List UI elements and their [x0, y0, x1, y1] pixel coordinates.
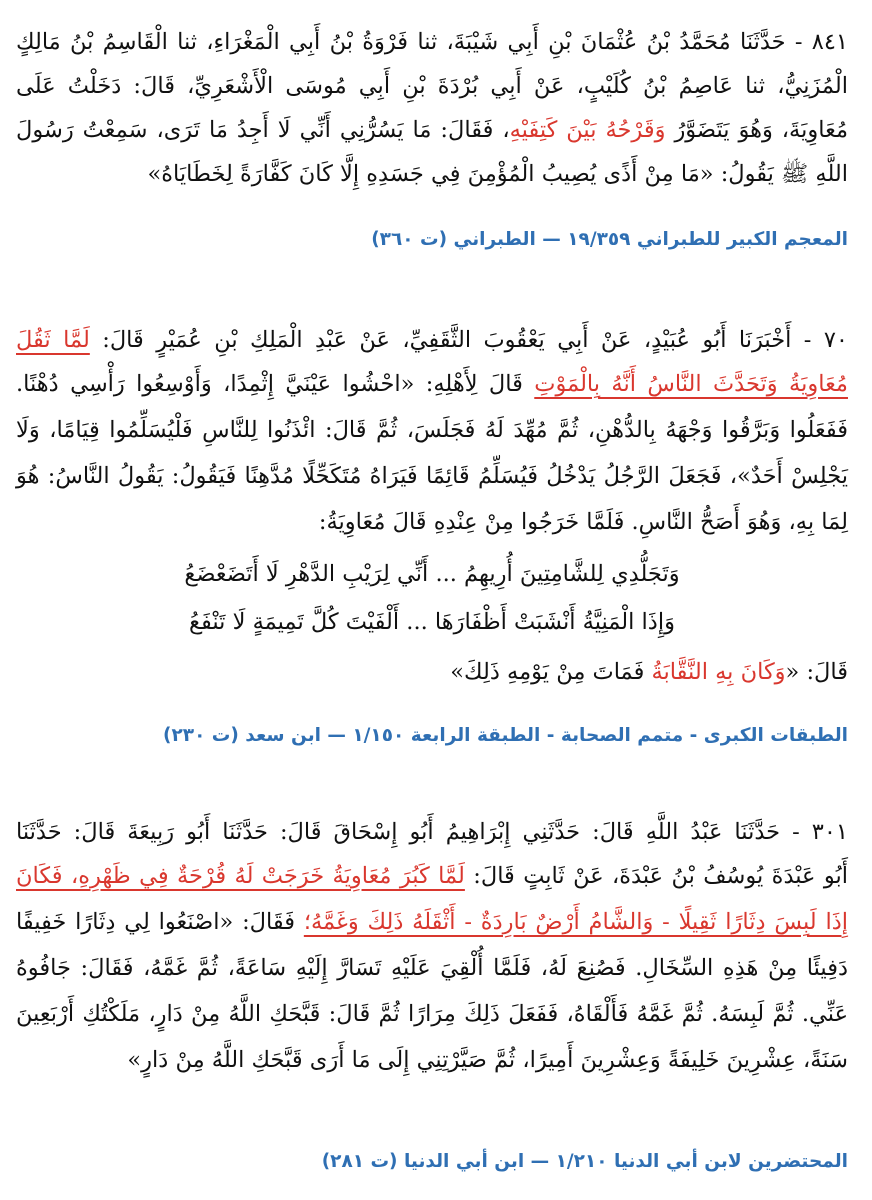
- text-line: [16, 22, 848, 62]
- text-run: قَالَ لِأَهْلِهِ: «احْشُوا عَيْنَيَّ إِثْمِدًا، وَأَوْسِعُوا رَأْسِي دُهْنًا.: [16, 371, 535, 397]
- text-run: فَمَاتَ مِنْ يَوْمِهِ ذَلِكَ»: [450, 659, 652, 685]
- highlighted-text: وَقَرْحُهُ بَيْنَ كَتِفَيْهِ: [509, 117, 666, 143]
- text-run: مُعَاوِيَةَ، وَهُوَ يَتَضَوَّرُ: [665, 117, 849, 143]
- text-line: [16, 154, 848, 194]
- source-citation: المعجم الكبير للطبراني ١٩/٣٥٩ — الطبراني (ت ٣٦٠): [371, 229, 848, 250]
- text-run: فَقَالَ: «اصْنَعُوا لِي دِثَارًا خَفِيفًا: [16, 909, 304, 935]
- highlighted-text: وَكَانَ بِهِ النَّقَّابَةُ: [651, 659, 786, 685]
- text-line: [16, 902, 848, 942]
- text-run: يَجْلِسْ أَحَدٌ»، فَجَعَلَ الرَّجُلُ يَدْخُلُ فَيُسَلِّمُ قَائِمًا فَيَرَاهُ مُتَكَحِّلًا مُدَّهِنًا فَيَقُولُ: يَقُولُ النَّاسُ: هُوَ: [16, 463, 848, 489]
- highlighted-text: مُعَاوِيَةُ وَتَحَدَّثَ النَّاسُ أَنَّهُ بِالْمَوْتِ: [534, 371, 848, 397]
- text-run: سَنَةً، عِشْرِينَ خَلِيفَةً وَعِشْرِينَ أَمِيرًا، ثُمَّ صَيَّرْتِنِي إِلَى مَا أَرَى قَبَّحَكِ اللَّهُ مِنْ دَارٍ»: [127, 1047, 848, 1073]
- poem-verse: [16, 602, 848, 642]
- text-line: [16, 502, 848, 542]
- text-line: [16, 66, 848, 106]
- text-line: [16, 456, 848, 496]
- highlighted-text: لَمَّا ثَقُلَ: [16, 327, 90, 353]
- verse-text: وَتَجَلُّدِي لِلشَّامِتِينَ أُرِيهِمُ ... أَنِّي لِرَيْبِ الدَّهْرِ لَا أَتَضَعْضَعُ: [184, 561, 680, 587]
- text-run: فَفَعَلُوا وَبَرَّقُوا وَجْهَهُ بِالدُّهْنِ، ثُمَّ مُهِّدَ لَهُ فَجَلَسَ، ثُمَّ قَالَ: ائْذَنُوا لِلنَّاسِ فَلْيُسَلِّمُوا قِيَامًا، وَلَا: [16, 417, 848, 443]
- highlighted-text: لَمَّا كَبُرَ مُعَاوِيَةُ خَرَجَتْ لَهُ قُرْحَةٌ فِي ظَهْرِهِ، فَكَانَ: [16, 863, 465, 889]
- text-line: [16, 320, 848, 360]
- poem-verse: [16, 554, 848, 594]
- text-line: [16, 364, 848, 404]
- text-line: [16, 812, 848, 852]
- source-citation: الطبقات الكبرى - متمم الصحابة - الطبقة الرابعة ١/١٥٠ — ابن سعد (ت ٢٣٠): [163, 725, 848, 746]
- text-line: [16, 856, 848, 896]
- highlighted-text: إِذَا لَبِسَ دِثَارًا ثَقِيلًا - وَالشَّامُ أَرْضٌ بَارِدَةٌ - أَثْقَلَهُ ذَلِكَ وَغَمَّهُ؛: [303, 909, 848, 935]
- text-run: ٧٠ - أَخْبَرَنَا أَبُو عُبَيْدٍ، عَنْ أَبِي يَعْقُوبَ الثَّقَفِيِّ، عَنْ عَبْدِ الْمَلِكِ بْنِ عُمَيْرٍ قَالَ:: [89, 327, 848, 353]
- text-run: ، فَقَالَ: مَا يَسُرُّنِي أَنِّي لَا أَجِدُ مَا تَرَى، سَمِعْتُ رَسُولَ: [16, 117, 510, 143]
- verse-text: وَإِذَا الْمَنِيَّةُ أَنْشَبَتْ أَظْفَارَهَا ... أَلْفَيْتَ كُلَّ تَمِيمَةٍ لَا تَنْفَعُ: [189, 609, 675, 635]
- text-run: اللَّهِ ﷺ يَقُولُ: «مَا مِنْ أَذًى يُصِيبُ الْمُؤْمِنَ فِي جَسَدِهِ إِلَّا كَانَ كَفَّارَةً لِخَطَايَاهُ»: [147, 161, 848, 187]
- text-line: [16, 410, 848, 450]
- text-run: أَبُو عَبْدَةَ يُوسُفُ بْنُ عَبْدَةَ، عَنْ ثَابِتٍ قَالَ:: [464, 863, 848, 889]
- text-run: ٣٠١ - حَدَّثَنَا عَبْدُ اللَّهِ قَالَ: حَدَّثَنِي إِبْرَاهِيمُ أَبُو إِسْحَاقَ قَالَ: حَدَّثَنَا أَبُو رَبِيعَةَ قَالَ: حَدَّثَنَا: [16, 819, 848, 845]
- text-line: [16, 652, 848, 692]
- text-run: ٨٤١ - حَدَّثَنَا مُحَمَّدُ بْنُ عُثْمَانَ بْنِ أَبِي شَيْبَةَ، ثنا فَرْوَةُ بْنُ أَبِي الْمَغْرَاءِ، ثنا الْقَاسِمُ بْنُ مَالِكٍ: [16, 29, 848, 55]
- text-line: [16, 994, 848, 1034]
- text-run: دَفِيئًا مِنْ هَذِهِ السِّخَالِ. فَصُنِعَ لَهُ، فَلَمَّا أُلْقِيَ عَلَيْهِ تَسَارَّ إِلَيْهِ سَاعَةً، ثُمَّ غَمَّهُ، فَقَالَ: جَافُوهُ: [16, 955, 848, 981]
- text-run: عَنِّي. ثُمَّ لَبِسَهُ. ثُمَّ غَمَّهُ فَأَلْقَاهُ، فَفَعَلَ ذَلِكَ مِرَارًا ثُمَّ قَالَ: قَبَّحَكِ اللَّهُ مِنْ دَارٍ، مَلَكْتُكِ أَرْبَعِينَ: [16, 1001, 848, 1027]
- source-citation: المحتضرين لابن أبي الدنيا ١/٢١٠ — ابن أبي الدنيا (ت ٢٨١): [321, 1151, 848, 1172]
- text-run: لِمَا بِهِ، وَهُوَ أَصَحُّ النَّاسِ. فَلَمَّا خَرَجُوا مِنْ عِنْدِهِ قَالَ مُعَاوِيَةُ:: [318, 509, 848, 535]
- text-run: الْمُزَنِيُّ، ثنا عَاصِمُ بْنُ كُلَيْبٍ، عَنْ أَبِي بُرْدَةَ بْنِ أَبِي مُوسَى الْأَشْعَرِيِّ، قَالَ: دَخَلْتُ عَلَى: [16, 73, 848, 99]
- text-line: [16, 110, 848, 150]
- text-run: قَالَ: «: [785, 659, 848, 685]
- text-line: [16, 1040, 848, 1080]
- text-line: [16, 948, 848, 988]
